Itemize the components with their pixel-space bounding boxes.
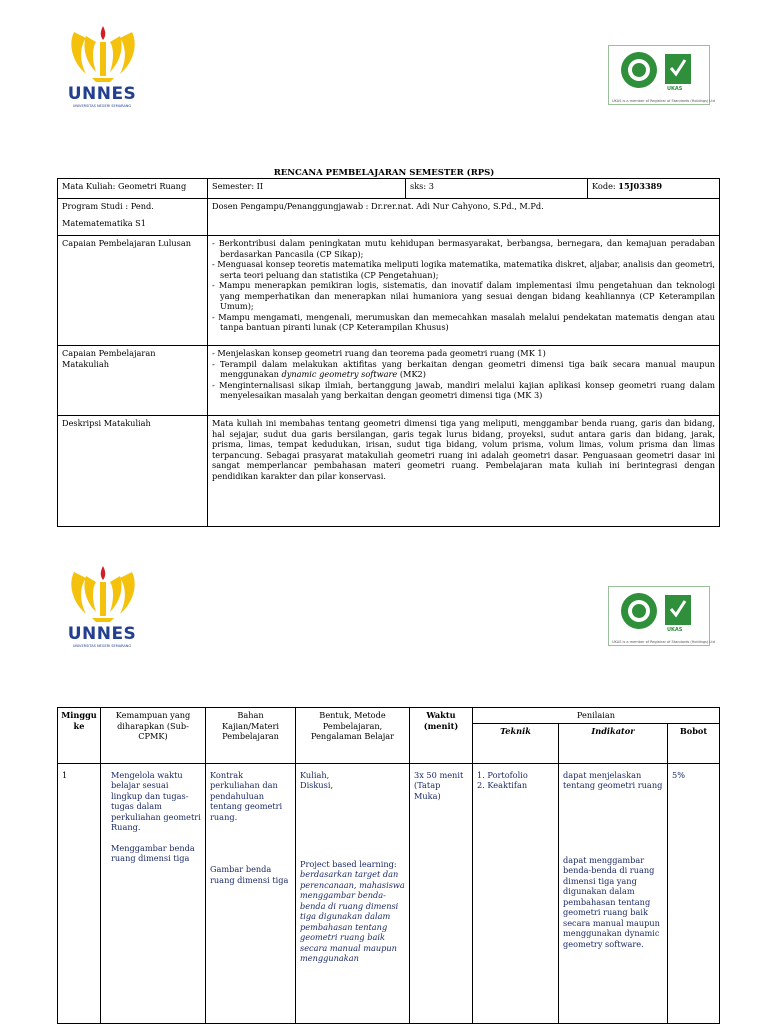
cpmk-label: Capaian Pembelajaran Matakuliah [58, 346, 208, 416]
unnes-logo [63, 22, 143, 108]
dosen: Dosen Pengampu/Penanggungjawab : Dr.rer.nat. Adi Nur Cahyono, S.Pd., M.Pd. [208, 199, 720, 236]
ukas-label: UKAS [667, 627, 683, 633]
rps-title: RENCANA PEMBELAJARAN SEMESTER (RPS) [273, 168, 495, 178]
unnes-emblem-icon [63, 562, 143, 624]
bentuk-pbl-detail: berdasarkan target dan perencanaan, mahasiswa menggambar benda-benda di ruang dimensi tiga digunakan dalam pembahasan tentang geometri ruang baik secara manual maupun menggunakan [300, 869, 405, 963]
unnes-logo-subtext: UNIVERSITAS NEGERI SEMARANG [72, 644, 132, 648]
minggu-cell: 1 [58, 763, 101, 1023]
course-row [58, 179, 720, 199]
header-indikator: Indikator [559, 723, 668, 763]
semester: Semester: II [208, 179, 406, 199]
table-row [58, 763, 720, 1023]
cpmk-item [212, 359, 715, 380]
bobot-cell: 5% [668, 763, 720, 1023]
certification-seal-icon [609, 46, 709, 98]
unnes-logo-page2 [63, 562, 143, 648]
kemampuan-item: Mengelola waktu belajar sesuai lingkup dan tugas-tugas dalam perkuliahan geometri Ruang. [111, 769, 201, 832]
bahan-item: Kontrak perkuliahan dan pendahuluan tentang geometri ruang. [210, 769, 283, 822]
certification-badge [608, 45, 715, 105]
course-name: Mata Kuliah: Geometri Ruang [58, 179, 208, 199]
certification-seal-icon [609, 587, 709, 639]
unnes-logo-text: UNNES [67, 624, 137, 644]
bentuk-pbl-label: Project based learning: [300, 858, 397, 869]
cpmk-item: - Menginternalisasi sikap ilmiah, bertanggung jawab, mandiri melalui kajian aplikasi konsep geometri ruang dalam menyelesaikan masalah yang berkaitan dengan geometri dimensi tiga (MK 3) [212, 379, 715, 400]
cpmk-list [212, 348, 715, 401]
cpl-content [208, 236, 720, 346]
teknik-item: 2. Keaktifan [477, 780, 528, 790]
sks: sks: 3 [406, 179, 588, 199]
cpl-label: Capaian Pembelajaran Lulusan [58, 236, 208, 346]
course-code-value: 15J03389 [618, 181, 663, 191]
unnes-emblem-icon [63, 22, 143, 84]
unnes-logo-subtext: UNIVERSITAS NEGERI SEMARANG [72, 104, 132, 108]
bentuk-item: Kuliah, [300, 769, 330, 780]
cpl-item: - Berkontribusi dalam peningkatan mutu kehidupan bermasyarakat, berbangsa, bernegara, dan kemajuan peradaban berdasarkan Pancasila (CP Sikap); [212, 238, 715, 259]
header-teknik: Teknik [473, 723, 559, 763]
certification-badge-page2 [608, 586, 715, 646]
header-penilaian: Penilaian [473, 708, 720, 724]
cpl-row [58, 236, 720, 346]
header-row-1 [58, 708, 720, 724]
header-bobot: Bobot [668, 723, 720, 763]
teknik-item: 1. Portofolio [477, 769, 528, 780]
program-studi-line1: Program Studi : Pend. [62, 201, 154, 211]
bahan-cell [206, 763, 296, 1023]
cert-note: UKAS is a member of Registrar of Standards (Holdings) Ltd [612, 99, 715, 103]
cpmk-row [58, 346, 720, 416]
cpmk-content [208, 346, 720, 416]
cpl-item: - Mampu menerapkan pemikiran logis, sistematis, dan inovatif dalam implementasi ilmu pengetahuan dan teknologi yang memperhatikan dan menerapkan nilai humaniora yang sesuai dengan bidang keahliannya (CP Keterampilan Umum); [212, 280, 715, 311]
deskripsi-label: Deskripsi Matakuliah [58, 416, 208, 527]
cpmk-item2-suffix: (MK2) [397, 369, 426, 379]
header-minggu: Minggu ke [58, 708, 101, 764]
bentuk-item: Diskusi, [300, 780, 334, 790]
deskripsi-content: Mata kuliah ini membahas tentang geometri dimensi tiga yang meliputi, menggambar benda ruang, garis dan bidang, hal sejajar, sudut dua garis bersilangan, garis tegak lurus bidang, proyeksi, sudut antara garis dan bidang, jarak, prisma, limas, tempat kedudukan, irisan, sudut tiga bidang, volum prisma, volum limas, volum prisma dan limas terpancung. Sebagai prasyarat matakuliah geometri ruang ini adalah geometri dasar. Penguasaan geometri dasar ini sangat memperlancar pembahasan materi geometri ruang. Pembelajaran mata kuliah ini berintegrasi dengan pendidikan karakter dan pilar konservasi. [208, 416, 720, 527]
weekly-plan-table [57, 707, 720, 1024]
indikator-cell [559, 763, 668, 1023]
cpl-item: - Menguasai konsep teoretis matematika meliputi logika matematika, matematika diskret, aljabar, analisis dan geometri, serta teori peluang dan statistika (CP Pengetahuan); [212, 259, 715, 280]
waktu-cell: 3x 50 menit (Tatap Muka) [410, 763, 473, 1023]
teknik-cell [473, 763, 559, 1023]
ukas-label: UKAS [667, 86, 683, 92]
header-waktu: Waktu (menit) [410, 708, 473, 764]
bahan-item: Gambar benda ruang dimensi tiga [210, 864, 289, 885]
rps-info-table [57, 178, 720, 527]
cpmk-item2-text: - Terampil dalam melakukan aktifitas yang berkaitan dengan geometri dimensi tiga baik secara manual maupun menggunakan [212, 358, 715, 379]
bentuk-cell [296, 763, 410, 1023]
unnes-logo-text: UNNES [67, 84, 137, 104]
course-code [588, 179, 720, 199]
cert-note: UKAS is a member of Registrar of Standards (Holdings) Ltd [612, 640, 715, 644]
bentuk-item [300, 859, 405, 964]
indikator-item: dapat menjelaskan tentang geometri ruang [563, 769, 663, 790]
cpmk-item2-italic: dynamic geometry software [281, 369, 398, 379]
program-studi-line2: Matematematika S1 [62, 217, 146, 228]
program-studi [58, 199, 208, 236]
kemampuan-item: Menggambar benda ruang dimensi tiga [111, 842, 195, 863]
kemampuan-cell [101, 763, 206, 1023]
header-bentuk: Bentuk, Metode Pembelajaran, Pengalaman Belajar [296, 708, 410, 764]
program-row [58, 199, 720, 236]
header-bahan: Bahan Kajian/Materi Pembelajaran [206, 708, 296, 764]
cpl-list [212, 238, 715, 333]
indikator-item: dapat menggambar benda-benda di ruang dimensi tiga yang digunakan dalam pembahasan tentang geometri ruang baik secara manual maupun menggunakan dynamic geometry software. [563, 854, 660, 949]
course-code-label: Kode: [592, 181, 619, 191]
cpmk-item: - Menjelaskan konsep geometri ruang dan teorema pada geometri ruang (MK 1) [212, 348, 546, 358]
cpl-item: - Mampu mengamati, mengenali, merumuskan dan memecahkan masalah melalui pendekatan matematis dengan atau tanpa bantuan piranti lunak (CP Keterampilan Khusus) [212, 311, 715, 332]
header-kemampuan: Kemampuan yang diharapkan (Sub-CPMK) [101, 708, 206, 764]
deskripsi-row [58, 416, 720, 527]
